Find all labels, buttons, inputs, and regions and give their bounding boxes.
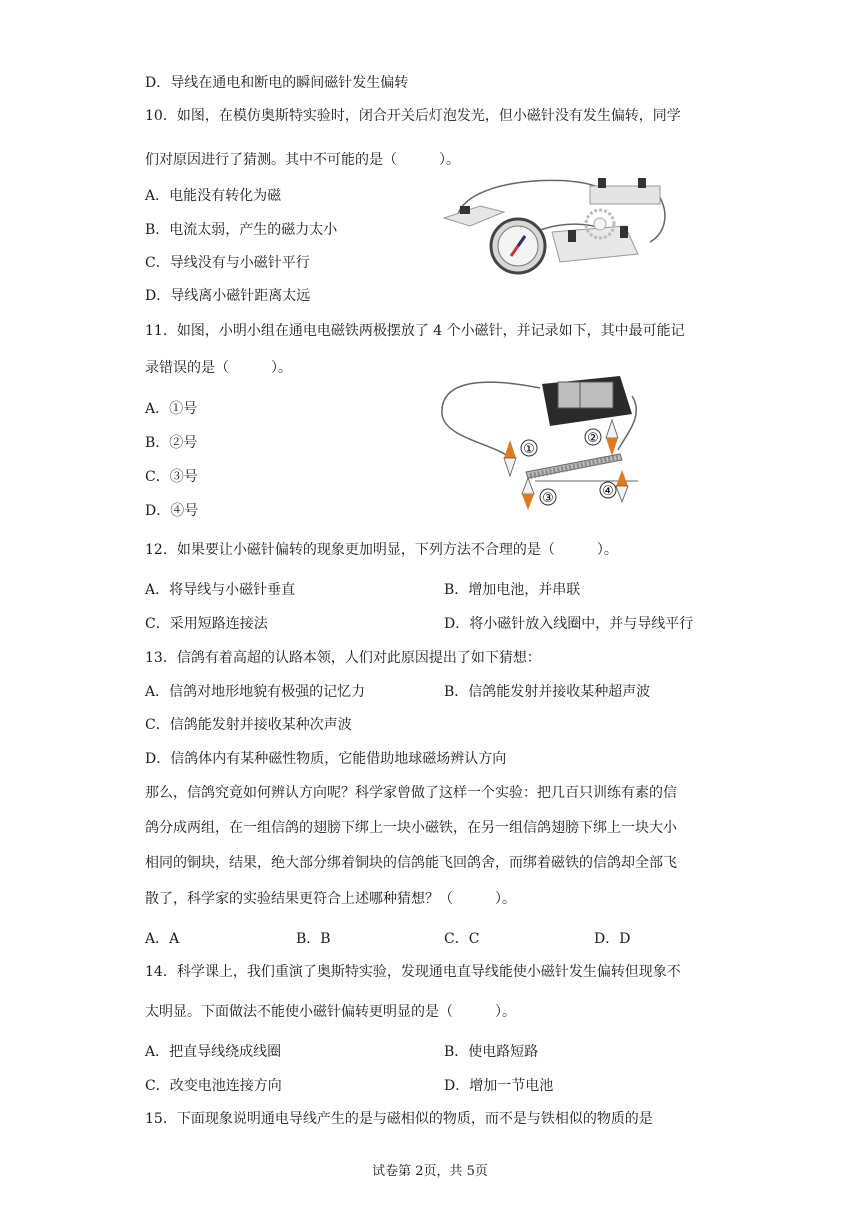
q9-option-d: D．导线在通电和断电的瞬间磁针发生偏转 — [145, 75, 409, 91]
q10-option-a: A．电能没有转化为磁 — [145, 188, 282, 204]
q14-stem-line2: 太明显。下面做法不能使小磁针偏转更明显的是（ ）。 — [145, 1004, 516, 1020]
q13-option-c: C．信鸽能发射并接收某种次声波 — [145, 717, 352, 733]
q11-option-d: D．④号 — [145, 503, 199, 519]
q13-answer-b: B．B — [296, 931, 331, 947]
q14-option-a: A．把直导线绕成线圈 — [145, 1044, 282, 1060]
q11-label-2: ② — [587, 431, 599, 446]
q11-option-a: A．①号 — [145, 401, 198, 417]
q12-stem: 12．如果要让小磁针偏转的现象更加明显，下列方法不合理的是（ ）。 — [145, 542, 618, 558]
q12-option-d: D．将小磁针放入线圈中，并与导线平行 — [444, 616, 694, 632]
q14-stem-line1: 14．科学课上，我们重演了奥斯特实验，发现通电直导线能使小磁针发生偏转但现象不 — [145, 964, 681, 980]
q10-option-d: D．导线离小磁针距离太远 — [145, 288, 311, 304]
q10-stem-line1: 10．如图，在模仿奥斯特实验时，闭合开关后灯泡发光，但小磁针没有发生偏转，同学 — [145, 108, 681, 124]
q10-stem-line2: 们对原因进行了猜测。其中不可能的是（ ）。 — [145, 152, 460, 168]
q12-option-c: C．采用短路连接法 — [145, 616, 268, 632]
q13-answer-c: C．C — [444, 931, 480, 947]
q13-option-b: B．信鸽能发射并接收某种超声波 — [444, 684, 651, 700]
q13-answer-d: D．D — [594, 931, 631, 947]
q10-option-b: B．电流太弱，产生的磁力太小 — [145, 222, 338, 238]
q10-option-c: C．导线没有与小磁针平行 — [145, 255, 310, 271]
q10-circuit-figure — [440, 172, 675, 280]
q13-para-line1: 那么，信鸽究竟如何辨认方向呢？科学家曾做了这样一个实验：把几百只训练有素的信 — [145, 785, 677, 801]
q11-option-b: B．②号 — [145, 435, 198, 451]
q11-stem-line1: 11．如图，小明小组在通电电磁铁两极摆放了 4 个小磁针，并记录如下，其中最可能记 — [145, 323, 685, 339]
q12-option-a: A．将导线与小磁针垂直 — [145, 582, 296, 598]
q14-option-c: C．改变电池连接方向 — [145, 1078, 282, 1094]
q14-option-b: B．使电路短路 — [444, 1044, 539, 1060]
q11-electromagnet-figure — [440, 366, 650, 516]
q12-option-b: B．增加电池，并串联 — [444, 582, 581, 598]
q11-label-4: ④ — [602, 484, 614, 499]
q13-option-a: A．信鸽对地形地貌有极强的记忆力 — [145, 684, 366, 700]
page-footer: 试卷第 2页，共 5页 — [372, 1164, 488, 1179]
q13-para-line2: 鸽分成两组，在一组信鸽的翅膀下绑上一块小磁铁，在另一组信鸽翅膀下绑上一块大小 — [145, 820, 677, 836]
q11-label-1: ① — [523, 442, 535, 457]
q15-stem: 15．下面现象说明通电导线产生的是与磁相似的物质，而不是与铁相似的物质的是 — [145, 1111, 653, 1127]
q13-para-line4: 散了，科学家的实验结果更符合上述哪种猜想？（ ）。 — [145, 891, 516, 907]
q11-stem-line2: 录错误的是（ ）。 — [145, 360, 292, 376]
q13-answer-a: A．A — [145, 931, 180, 947]
q11-option-c: C．③号 — [145, 469, 198, 485]
q13-para-line3: 相同的铜块，结果，绝大部分绑着铜块的信鸽能飞回鸽舍，而绑着磁铁的信鸽却全部飞 — [145, 855, 677, 871]
q13-option-d: D．信鸽体内有某种磁性物质，它能借助地球磁场辨认方向 — [145, 751, 507, 767]
q14-option-d: D．增加一节电池 — [444, 1078, 554, 1094]
q13-stem: 13．信鸽有着高超的认路本领，人们对此原因提出了如下猜想： — [145, 650, 541, 666]
q11-label-3: ③ — [542, 491, 554, 506]
